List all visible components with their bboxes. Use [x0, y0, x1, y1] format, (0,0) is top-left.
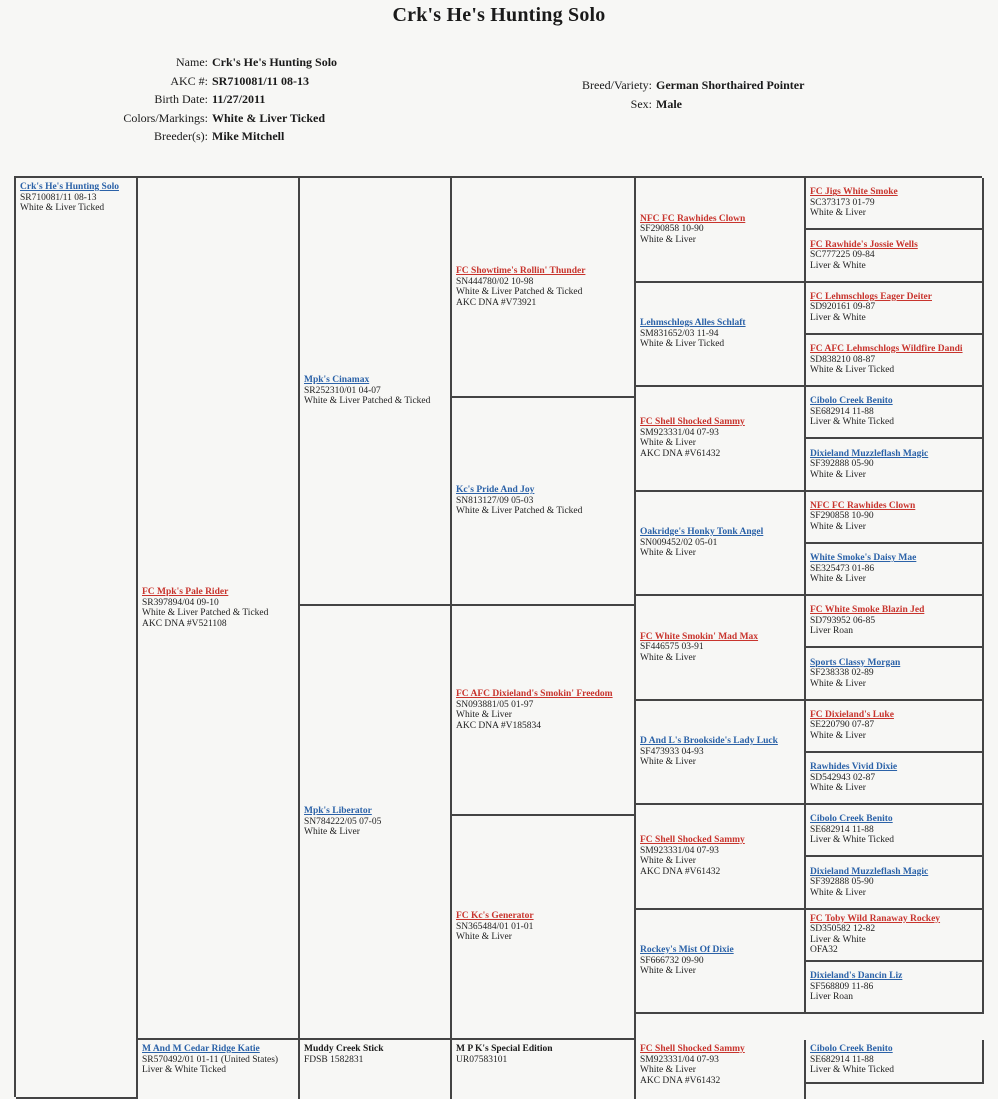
pedigree-chart [14, 176, 982, 1097]
dog-detail: SN444780/02 10-98 [456, 276, 534, 287]
dog-detail: SN784222/05 07-05 [304, 816, 382, 827]
pedigree-cell [636, 701, 806, 806]
dog-detail: Liver & White [810, 934, 866, 945]
dog-detail: SC373173 01-79 [810, 197, 875, 208]
dog-name-link[interactable]: FC Lehmschlogs Eager Deiter [810, 291, 932, 302]
dog-detail: SN365484/01 01-01 [456, 921, 534, 932]
dog-detail: White & Liver [810, 783, 866, 794]
dog-detail: SM923331/04 07-93 [640, 845, 719, 856]
dog-name-link[interactable]: Rockey's Mist Of Dixie [640, 945, 734, 955]
dog-info-left [100, 53, 337, 146]
dog-detail: SE325473 01-86 [810, 563, 875, 574]
pedigree-cell [636, 910, 806, 1015]
dog-name-link[interactable]: NFC FC Rawhides Clown [640, 213, 746, 224]
dog-detail: White & Liver [810, 678, 866, 689]
dog-detail: SF473933 04-93 [640, 746, 704, 757]
pedigree-cell [806, 857, 984, 909]
pedigree-cell [806, 596, 984, 648]
dog-detail: White & Liver [640, 234, 696, 245]
dog-detail: SE682914 11-88 [810, 1054, 874, 1065]
dog-detail: SR710081/11 08-13 [20, 192, 97, 203]
dog-detail: SD920161 09-87 [810, 302, 876, 313]
dog-detail: White & Liver [640, 966, 696, 976]
pedigree-cell [636, 387, 806, 492]
dog-detail: SF568809 11-86 [810, 981, 874, 992]
dog-detail: SM923331/04 07-93 [640, 1054, 719, 1065]
dog-detail: AKC DNA #V521108 [142, 618, 227, 629]
pedigree-cell [806, 544, 984, 596]
dog-detail: AKC DNA #V61432 [640, 1075, 721, 1086]
dog-detail: White & Liver Ticked [20, 203, 105, 213]
dog-detail: White & Liver Ticked [640, 339, 725, 349]
dog-detail: SF290858 10-90 [810, 511, 874, 522]
pedigree-cell [452, 606, 636, 816]
dog-name-link[interactable]: FC Kc's Generator [456, 911, 534, 922]
sex-label: Sex: [630, 96, 652, 111]
pedigree-cell [452, 1040, 636, 1099]
pedigree-cell [806, 753, 984, 805]
page-title: Crk's He's Hunting Solo [392, 4, 606, 26]
dog-detail: Liver & White [810, 260, 866, 271]
dog-detail: Liver & White Ticked [810, 835, 894, 846]
pedigree-cell [636, 596, 806, 701]
dog-name-link[interactable]: White Smoke's Daisy Mae [810, 553, 917, 564]
dog-name-link[interactable]: Mpk's Cinamax [304, 375, 370, 386]
dog-detail: SD350582 12-82 [810, 924, 876, 935]
dog-detail: SN093881/05 01-97 [456, 699, 534, 710]
dog-detail: SF290858 10-90 [640, 224, 704, 234]
pedigree-cell [636, 492, 806, 597]
dog-detail: SD793952 06-85 [810, 615, 876, 626]
dog-detail: White & Liver [640, 548, 696, 558]
pedigree-cell [300, 178, 452, 606]
dog-detail: White & Liver [640, 757, 696, 767]
dog-detail: Liver Roan [810, 626, 854, 637]
dog-name-link[interactable]: Cibolo Creek Benito [810, 814, 893, 825]
dog-name-link[interactable]: Dixieland Muzzleflash Magic [810, 866, 929, 877]
pedigree-cell [636, 283, 806, 388]
dog-detail: White & Liver [810, 521, 866, 532]
dog-detail: White & Liver [456, 710, 512, 720]
pedigree-cell [138, 1040, 300, 1099]
dog-name-link: M P K's Special Edition [456, 1044, 553, 1054]
dog-name-link[interactable]: Sports Classy Morgan [810, 657, 901, 668]
dog-detail: SM923331/04 07-93 [640, 427, 719, 438]
dog-name-link[interactable]: FC AFC Lehmschlogs Wildfire Dandi [810, 344, 963, 355]
birth-row [100, 90, 337, 109]
pedigree-cell [806, 701, 984, 753]
dog-detail: White & Liver Patched & Ticked [456, 506, 583, 517]
dog-info-right [548, 76, 804, 113]
dog-detail: White & Liver [810, 730, 866, 741]
name-value: Crk's He's Hunting Solo [212, 55, 338, 69]
dog-detail: SE220790 07-87 [810, 720, 875, 731]
dog-name-link[interactable]: Crk's He's Hunting Solo [20, 182, 119, 192]
dog-name-link[interactable]: FC Dixieland's Luke [810, 709, 894, 720]
colors-value: White & Liver Ticked [212, 110, 326, 125]
dog-name-link[interactable]: FC Rawhide's Jossie Wells [810, 239, 918, 250]
dog-name-link[interactable]: FC Shell Shocked Sammy [640, 835, 745, 846]
dog-detail: AKC DNA #V61432 [640, 448, 721, 459]
pedigree-cell [636, 1040, 806, 1099]
dog-name-link[interactable]: Kc's Pride And Joy [456, 485, 535, 496]
pedigree-cell [806, 335, 984, 387]
pedigree-cell [806, 1040, 984, 1084]
pedigree-cell [138, 178, 300, 1040]
dog-detail: SD542943 02-87 [810, 772, 876, 783]
dog-detail: SD838210 08-87 [810, 354, 876, 365]
akc-value: SR710081/11 08-13 [212, 73, 310, 88]
dog-detail: SF666732 09-90 [640, 955, 704, 966]
dog-detail: Liver & White Ticked [810, 1065, 894, 1075]
pedigree-cell [806, 283, 984, 335]
pedigree-cell [806, 439, 984, 491]
pedigree-cell [806, 230, 984, 282]
dog-detail: SN009452/02 05-01 [640, 537, 718, 548]
pedigree-cell [300, 1040, 452, 1099]
dog-detail: White & Liver [304, 827, 360, 838]
dog-detail: SN813127/09 05-03 [456, 495, 534, 506]
dog-detail: SE682914 11-88 [810, 824, 874, 835]
name-label: Name: [176, 55, 208, 69]
dog-name-link[interactable]: Cibolo Creek Benito [810, 1044, 893, 1054]
dog-name-link[interactable]: Rawhides Vivid Dixie [810, 762, 898, 773]
dog-detail: Liver & White [810, 312, 866, 323]
dog-detail: SR397894/04 09-10 [142, 597, 219, 608]
dog-name-link[interactable]: FC AFC Dixieland's Smokin' Freedom [456, 689, 613, 699]
breed-row [548, 76, 804, 95]
pedigree-cell [806, 962, 984, 1014]
dog-name-link[interactable]: Dixieland Muzzleflash Magic [810, 448, 929, 459]
dog-name-link[interactable]: FC Toby Wild Ranaway Rockey [810, 913, 941, 924]
dog-detail: White & Liver [640, 1065, 696, 1075]
birth-label: Birth Date: [154, 92, 208, 106]
pedigree-cell [452, 398, 636, 606]
dog-name-link[interactable]: Mpk's Liberator [304, 806, 372, 817]
dog-detail: SF446575 03-91 [640, 642, 704, 652]
dog-detail: SF392888 05-90 [810, 459, 874, 470]
dog-detail: SE682914 11-88 [810, 406, 874, 417]
dog-name-link: Muddy Creek Stick [304, 1044, 384, 1054]
dog-detail: UR07583101 [456, 1054, 508, 1065]
name-row [100, 53, 337, 72]
birth-value: 11/27/2011 [212, 92, 266, 106]
pedigree-cell [636, 178, 806, 283]
dog-name-link[interactable]: FC Jigs White Smoke [810, 187, 898, 198]
dog-name-link[interactable]: FC Showtime's Rollin' Thunder [456, 266, 586, 276]
dog-name-link[interactable]: FC White Smoke Blazin Jed [810, 605, 925, 616]
dog-detail: FDSB 1582831 [304, 1054, 364, 1065]
dog-name-link[interactable]: FC Shell Shocked Sammy [640, 417, 745, 428]
dog-detail: White & Liver [810, 887, 866, 898]
colors-row [100, 109, 337, 128]
dog-name-link[interactable]: NFC FC Rawhides Clown [810, 500, 916, 511]
dog-name-link[interactable]: M And M Cedar Ridge Katie [142, 1044, 260, 1054]
breed-label: Breed/Variety: [582, 78, 652, 92]
dog-detail: White & Liver [810, 208, 866, 219]
dog-detail: White & Liver [456, 932, 512, 943]
dog-detail: SR570492/01 01-11 (United States) [142, 1054, 279, 1065]
dog-detail: White & Liver [640, 438, 696, 449]
dog-name-link[interactable]: D And L's Brookside's Lady Luck [640, 736, 778, 746]
pedigree-cell [806, 178, 984, 230]
dog-detail: White & Liver Patched & Ticked [142, 608, 269, 618]
dog-name-link[interactable]: Oakridge's Honky Tonk Angel [640, 527, 764, 537]
dog-detail: AKC DNA #V61432 [640, 866, 721, 877]
pedigree-cell [806, 492, 984, 544]
sex-value: Male [656, 96, 682, 111]
dog-detail: SC777225 09-84 [810, 250, 875, 261]
pedigree-cell [452, 816, 636, 1040]
dog-detail: AKC DNA #V185834 [456, 720, 541, 731]
breed-value: German Shorthaired Pointer [656, 78, 805, 92]
breeder-value: Mike Mitchell [212, 129, 285, 143]
akc-row [100, 72, 337, 91]
dog-detail: White & Liver [640, 856, 696, 867]
dog-detail: SF238338 02-89 [810, 668, 874, 679]
akc-label: AKC #: [170, 73, 208, 88]
dog-name-link[interactable]: FC White Smokin' Mad Max [640, 631, 759, 642]
pedigree-cell [16, 178, 138, 1099]
dog-detail: White & Liver Patched & Ticked [456, 287, 583, 297]
dog-detail: White & Liver [640, 652, 696, 663]
dog-detail: Liver & White Ticked [142, 1065, 226, 1075]
dog-detail: SR252310/01 04-07 [304, 385, 381, 396]
dog-name-link[interactable]: FC Mpk's Pale Rider [142, 587, 229, 597]
dog-detail: OFA32 [810, 945, 838, 956]
dog-name-link[interactable]: Cibolo Creek Benito [810, 396, 893, 407]
dog-name-link[interactable]: FC Shell Shocked Sammy [640, 1044, 745, 1054]
dog-detail: White & Liver Ticked [810, 365, 895, 376]
pedigree-cell [806, 805, 984, 857]
pedigree-cell [806, 648, 984, 700]
sex-row [548, 95, 804, 114]
colors-label: Colors/Markings: [123, 110, 208, 125]
dog-detail: AKC DNA #V73921 [456, 297, 537, 308]
pedigree-cell [452, 178, 636, 398]
breeder-label: Breeder(s): [154, 129, 208, 143]
dog-detail: SF392888 05-90 [810, 877, 874, 888]
dog-name-link[interactable]: Dixieland's Dancin Liz [810, 971, 903, 982]
dog-detail: Liver & White Ticked [810, 417, 894, 428]
dog-detail: SM831652/03 11-94 [640, 328, 719, 339]
pedigree-cell [636, 805, 806, 910]
pedigree-cell [300, 606, 452, 1040]
dog-detail: White & Liver [810, 469, 866, 480]
dog-detail: White & Liver [810, 574, 866, 585]
dog-detail: Liver Roan [810, 992, 854, 1003]
pedigree-cell [806, 910, 984, 962]
dog-name-link[interactable]: Lehmschlogs Alles Schlaft [640, 318, 746, 328]
pedigree-cell [806, 387, 984, 439]
dog-detail: White & Liver Patched & Ticked [304, 396, 431, 407]
breeder-row [100, 127, 337, 146]
